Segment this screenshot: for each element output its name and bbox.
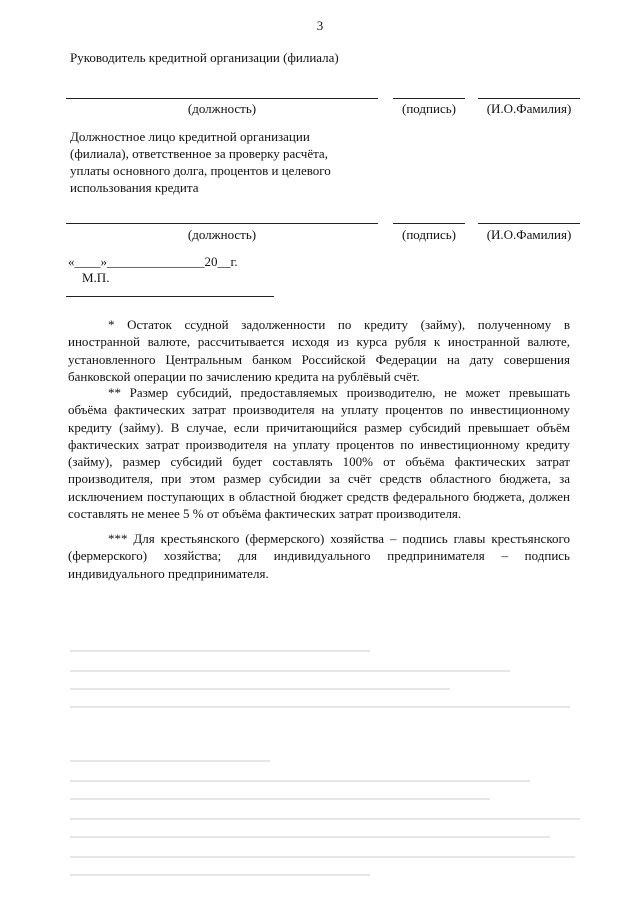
footnote-separator [66,296,274,297]
page-number: 3 [316,18,324,33]
scan-noise [60,630,580,890]
official-description [70,128,331,196]
stamp-place: М.П. [82,270,110,285]
official-line-1: Должностное лицо кредитной организации [70,129,310,144]
official-line-4: использования кредита [70,180,199,195]
position-caption-2: (должность) [187,227,257,242]
head-title: Руководитель кредитной организации (филиала) [70,50,339,65]
date-line: «____»_______________20__г. [68,254,238,269]
name-line-2 [478,223,580,224]
official-line-2: (филиала), ответственное за проверку расчёта, [70,146,328,161]
name-caption-2: (И.О.Фамилия) [486,227,572,242]
position-line-1 [66,98,378,99]
footnote-1: * Остаток ссудной задолженности по кредиту (займу), полученному в иностранной валюте, рассчитывается исходя из курса рубля к иностранной валюте, установленного Центральным банком Российской Федерации на дату совершения банковской операции по зачислению кредита на рублёвый счёт. [68,317,570,384]
footnote-2: ** Размер субсидий, предоставляемых производителю, не может превышать объёма фактических затрат производителя на уплату процентов по инвестиционному кредиту (займу). В случае, если причитающийся размер субсидий превышает объём фактических затрат производителя на уплату процентов по инвестиционному кредиту (займу), размер субсидий будет составлять 100% от объёма фактических затрат производителя, при этом размер субсидии за счёт средств областного бюджета, за исключением поступающих в областной бюджет средств федерального бюджета, должен составлять не менее 5 % от объёма фактических затрат производителя. [68,385,570,522]
signature-caption-1: (подпись) [402,101,456,116]
signature-line-2 [393,223,465,224]
official-line-3: уплаты основного долга, процентов и целевого [70,163,331,178]
position-line-2 [66,223,378,224]
signature-line-1 [393,98,465,99]
footnote-3: *** Для крестьянского (фермерского) хозяйства – подпись главы крестьянского (фермерского) хозяйства; для индивидуального предпринимателя – подпись индивидуального предпринимателя. [68,531,570,581]
name-line-1 [478,98,580,99]
signature-caption-2: (подпись) [402,227,456,242]
position-caption-1: (должность) [187,101,257,116]
name-caption-1: (И.О.Фамилия) [486,101,572,116]
